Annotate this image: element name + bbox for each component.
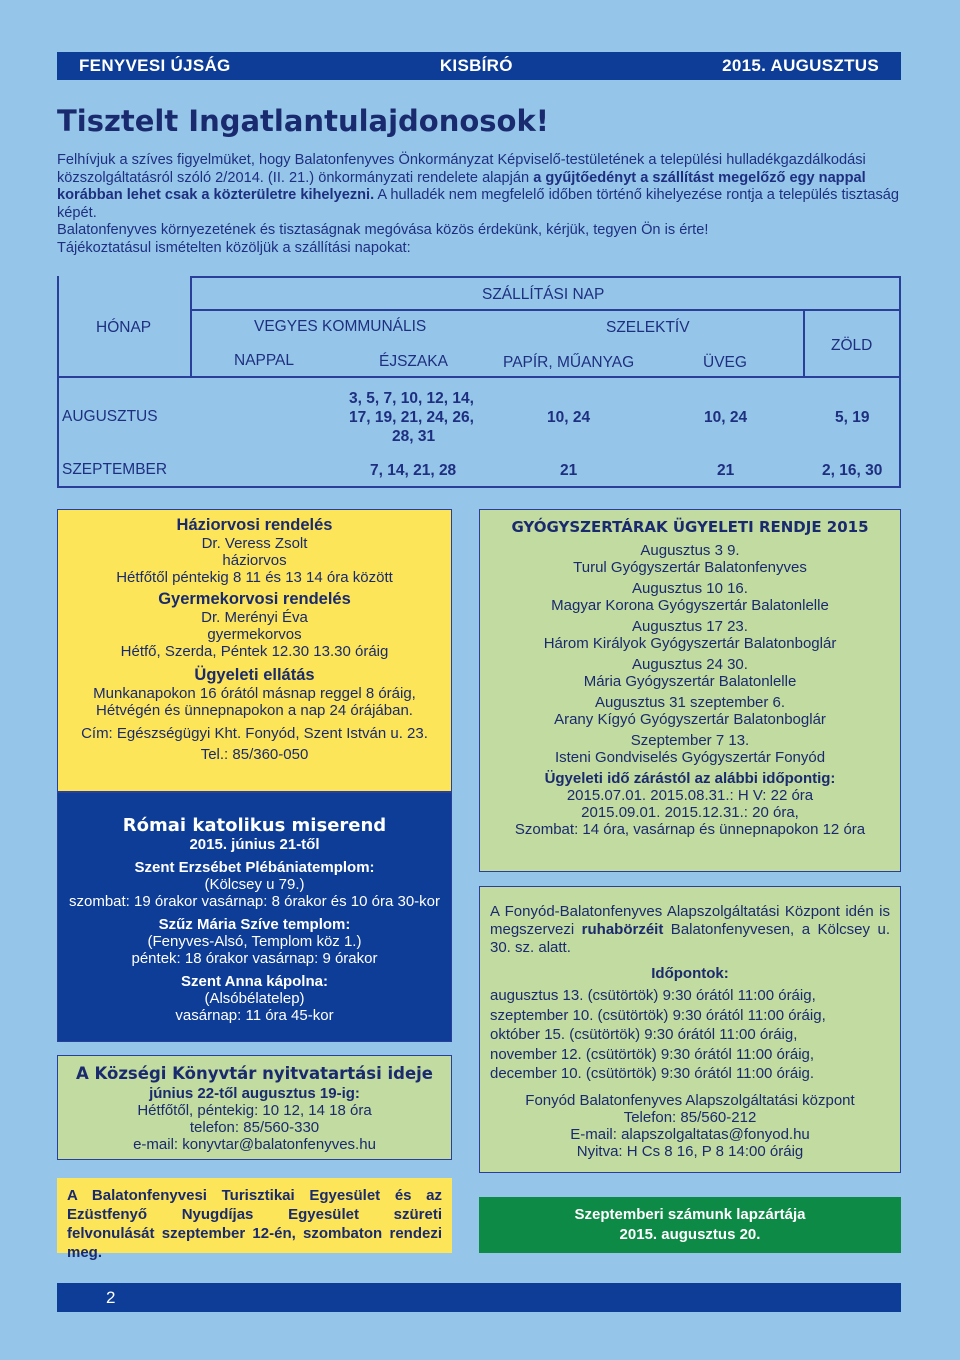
pharmacy-name: Három Királyok Gyógyszertár Balatonboglár [543, 635, 837, 652]
pharmacy-duty-title: Ügyeleti idő zárástól az alábbi időpontig: [544, 770, 836, 787]
center-date-item: szeptember 10. (csütörtök) 9:30 órától 11:00 óráig, [490, 1006, 826, 1024]
pharmacy-list [480, 542, 900, 766]
pediatrician-hours: Hétfő, Szerda, Péntek 12.30 13.30 óráig [120, 643, 389, 660]
row-uveg-days: 10, 24 [704, 409, 748, 426]
header-ejszaka: ÉJSZAKA [379, 353, 448, 370]
church-address: (Kölcsey u 79.) [204, 876, 305, 893]
center-date-item: augusztus 13. (csütörtök) 9:30 órától 11:00 óráig, [490, 987, 816, 1004]
row-uveg-days: 21 [717, 462, 735, 479]
social-center-box [479, 886, 901, 1173]
doctor-hours: Hétfőtől péntekig 8 11 és 13 14 óra között [116, 569, 393, 586]
row-zold-days: 2, 16, 30 [822, 462, 883, 479]
row-month: SZEPTEMBER [62, 461, 168, 478]
deadline-date: 2015. augusztus 20. [619, 1226, 761, 1243]
center-date-item: november 12. (csütörtök) 9:30 órától 11:00 óráig, [490, 1045, 815, 1063]
center-dates-heading: Időpontok: [651, 965, 729, 982]
row-papir-days: 21 [560, 462, 578, 479]
mass-subtitle: 2015. június 21-től [189, 836, 320, 853]
center-email: E-mail: alapszolgaltatas@fonyod.hu [570, 1125, 810, 1143]
pharmacy-duty-line: Szombat: 14 óra, vasárnap és ünnepnapokon 12 óra [514, 821, 866, 838]
doctor-name: Dr. Veress Zsolt [201, 535, 308, 552]
pharmacy-box [479, 509, 901, 872]
church-address: (Fenyves-Alsó, Templom köz 1.) [147, 933, 362, 950]
page-number: 2 [106, 1288, 116, 1307]
intro-text [57, 152, 905, 257]
church-name: Szent Erzsébet Plébániatemplom: [134, 859, 375, 876]
deadline-notice [479, 1197, 901, 1253]
pharmacy-date: Augusztus 17 23. [632, 618, 748, 635]
section-name: KISBÍRÓ [439, 56, 513, 75]
deadline-title: Szeptemberi számunk lapzártája [574, 1206, 806, 1223]
doctor-heading: Háziorvosi rendelés [176, 516, 333, 534]
page-title: Tisztelt Ingatlantulajdonosok! [57, 104, 549, 138]
row-ejszaka-days: 28, 31 [392, 428, 436, 445]
issue-date: 2015. AUGUSZTUS [722, 56, 879, 75]
library-box [57, 1055, 452, 1160]
row-ejszaka-days: 7, 14, 21, 28 [370, 462, 457, 479]
library-hours: Hétfőtől, péntekig: 10 12, 14 18 óra [137, 1102, 372, 1119]
waste-schedule-table [57, 276, 901, 488]
duty-weekend: Hétvégén és ünnepnapokon a nap 24 órájában. [96, 702, 413, 719]
church-name: Szent Anna kápolna: [181, 973, 328, 990]
center-hours: Nyitva: H Cs 8 16, P 8 14:00 óráig [576, 1142, 804, 1160]
pharmacy-duty-line: 2015.09.01. 2015.12.31.: 20 óra, [581, 804, 799, 821]
header-uveg: ÜVEG [703, 354, 747, 371]
page-footer [57, 1283, 901, 1312]
duty-weekday: Munkanapokon 16 órától másnap reggel 8 óráig, [93, 685, 416, 702]
pharmacy-name: Magyar Korona Gyógyszertár Balatonlelle [551, 597, 829, 614]
pharmacy-name: Mária Gyógyszertár Balatonlelle [583, 673, 797, 690]
pharmacy-date: Augusztus 3 9. [640, 542, 740, 559]
header-szelektiv: SZELEKTÍV [606, 319, 690, 336]
library-email: e-mail: konyvtar@balatonfenyves.hu [133, 1136, 376, 1153]
mass-title: Római katolikus miserend [122, 815, 387, 836]
tourism-notice [57, 1178, 452, 1261]
church-name: Szűz Mária Szíve templom: [158, 916, 351, 933]
header-nappal: NAPPAL [234, 352, 295, 369]
header-vegyes: VEGYES KOMMUNÁLIS [254, 318, 427, 335]
pharmacy-date: Szeptember 7 13. [630, 732, 750, 749]
intro-paragraph-3: Tájékoztatásul ismételten közöljük a szállítási napokat: [57, 239, 411, 256]
intro-paragraph-1: Felhívjuk a szíves figyelmüket, hogy Balatonfenyves Önkormányzat Képviselő-testületének a települési hulladékgazdálkodási közszolgáltatásról szóló 2/2014. (II. 21.) önkormányzati rendelete alapján a gyűjtőedényt a szállítást megelőző egy nappal korábban lehet csak a közterületre kihelyezni. A hulladék nem megfelelő időben történő kihelyezése rontja a település tisztaság képét. [57, 152, 900, 221]
duty-address: Cím: Egészségügyi Kht. Fonyód, Szent István u. 23. [81, 725, 428, 742]
center-phone: Telefon: 85/560-212 [623, 1108, 757, 1126]
newspaper-name: FENYVESI ÚJSÁG [79, 56, 231, 75]
pharmacy-date: Augusztus 31 szeptember 6. [594, 694, 786, 711]
center-dates-list [490, 986, 890, 1084]
church-times: szombat: 19 órakor vasárnap: 8 órakor és 10 óra 30-kor [68, 893, 441, 910]
church-times: péntek: 18 órakor vasárnap: 9 órakor [131, 950, 378, 967]
row-zold-days: 5, 19 [835, 409, 870, 426]
library-period: június 22-től augusztus 19-ig: [149, 1085, 360, 1102]
pharmacy-date: Augusztus 24 30. [632, 656, 748, 673]
pediatric-heading: Gyermekorvosi rendelés [158, 590, 351, 608]
mass-schedule-box [57, 792, 452, 1042]
row-papir-days: 10, 24 [547, 409, 591, 426]
doctor-box [57, 509, 452, 792]
row-ejszaka-days: 3, 5, 7, 10, 12, 14, [349, 390, 474, 407]
duty-phone: Tel.: 85/360-050 [200, 746, 309, 763]
pharmacy-name: Isteni Gondviselés Gyógyszertár Fonyód [554, 749, 826, 766]
center-date-item: október 15. (csütörtök) 9:30 órától 11:00 óráig, [490, 1026, 798, 1043]
duty-heading: Ügyeleti ellátás [194, 666, 315, 684]
doctor-role: háziorvos [222, 552, 287, 569]
church-times: vasárnap: 11 óra 45-kor [175, 1007, 334, 1024]
header-szallitasi-nap: SZÁLLÍTÁSI NAP [482, 286, 605, 303]
row-month: AUGUSZTUS [62, 408, 158, 425]
pharmacy-name: Turul Gyógyszertár Balatonfenyves [573, 559, 807, 576]
pharmacy-name: Arany Kígyó Gyógyszertár Balatonboglár [554, 711, 826, 728]
center-intro: A Fonyód-Balatonfenyves Alapszolgáltatási Központ idén is megszervezi ruhabörzéit Balatonfenyvesen, a Kölcsey u. 30. sz. alatt. [490, 903, 890, 956]
header-zold: ZÖLD [831, 337, 873, 354]
header-honap: HÓNAP [96, 319, 152, 336]
center-name: Fonyód Balatonfenyves Alapszolgáltatási központ [525, 1091, 855, 1109]
center-date-item: december 10. (csütörtök) 9:30 órától 11:00 óráig. [490, 1065, 815, 1082]
library-phone: telefon: 85/560-330 [189, 1119, 320, 1136]
intro-paragraph-2: Balatonfenyves környezetének és tisztaságnak megóvása közös érdekünk, kérjük, tegyen Ön is érte! [57, 222, 709, 238]
page-header [57, 52, 901, 80]
tourism-text: A Balatonfenyvesi Turisztikai Egyesület és az Ezüstfenyő Nyugdíjas Egyesület szüreti felvonulását szeptember 12-én, szombaton rendezi meg. [67, 1187, 442, 1261]
pediatrician-name: Dr. Merényi Éva [201, 609, 308, 626]
row-ejszaka-days: 17, 19, 21, 24, 26, [349, 409, 474, 426]
pharmacy-title: GYÓGYSZERTÁRAK ÜGYELETI RENDJE 2015 [511, 518, 869, 536]
church-address: (Alsóbélatelep) [204, 990, 305, 1007]
pharmacy-duty-line: 2015.07.01. 2015.08.31.: H V: 22 óra [566, 787, 814, 804]
library-title: A Községi Könyvtár nyitvatartási ideje [75, 1064, 433, 1083]
pharmacy-date: Augusztus 10 16. [632, 580, 748, 597]
header-papir: PAPÍR, MŰANYAG [503, 354, 635, 371]
pediatrician-role: gyermekorvos [207, 626, 302, 643]
